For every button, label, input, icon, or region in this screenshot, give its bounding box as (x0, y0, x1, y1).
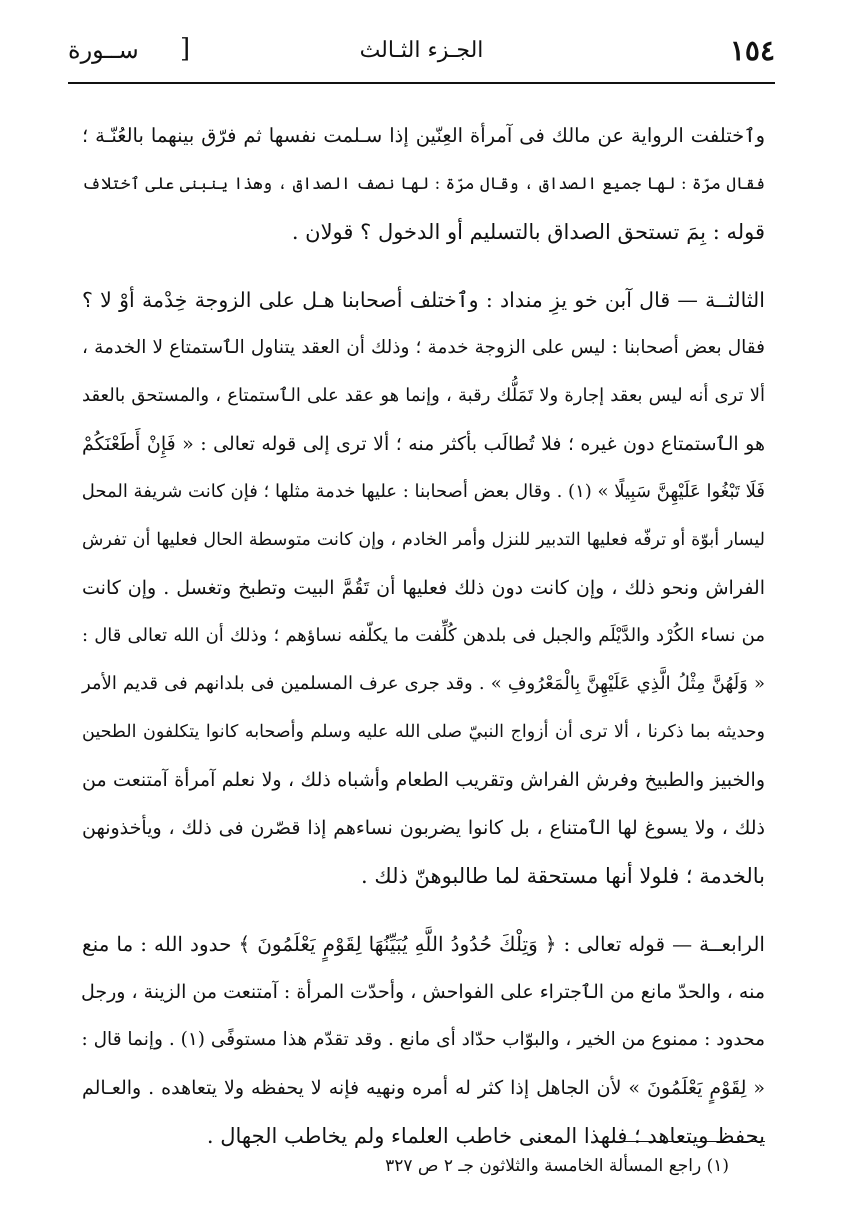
page-header (68, 30, 775, 74)
text-line: « لِقَوْمٍ يَعْلَمُونَ » لأن الجاهل إذا كثر له أمره ونهيه فإنه لا يحفظه ولا يتعاهده . والعـالم (82, 1077, 765, 1099)
text-line: وٱختلفت الرواية عن مالك فى آمرأة العِنّين إذا سـلمت نفسها ثم فرّق بينهما بالعُنّـة ؛ (82, 124, 765, 147)
text-line: فَلَا تَبْغُوا عَلَيْهِنَّ سَبِيلًا » (١) . وقال بعض أصحابنا : عليها خدمة مثلها ؛ فإن كانت شريفة المحل (81, 481, 765, 502)
text-line: منه ، والحدّ مانع من الٱجتراء على الفواحش ، وأحدّت المرأة : آمتنعت من الزينة ، ورجل (80, 981, 765, 1003)
chapter-bracket: [ (180, 34, 191, 64)
header-rule (68, 82, 775, 84)
text-line: وحديثه بما ذكرنا ، ألا ترى أن أزواج النبيّ صلى الله عليه وسلم وأصحابه كانوا يتكلفون الطحين (82, 722, 765, 742)
page-body (82, 112, 765, 1180)
chapter-label: ســورة (68, 36, 139, 64)
text-line: والخبيز والطبيخ وفرش الفراش وتقريب الطعام وأشباه ذلك ، ولا نعلم آمرأة آمتنعت من (82, 769, 765, 791)
footnote: (١) راجع المسألة الخامسة والثلاثون جـ ٢ ص ٣٢٧ (385, 1156, 729, 1176)
text-line: ليسار أبوّة أو ترفّه فعليها التدبير للنزل وأمر الخادم ، وإن كانت متوسطة الحال فعليها أن تفرش (82, 530, 765, 550)
text-line: « وَلَهُنَّ مِثْلُ الَّذِي عَلَيْهِنَّ بِالْمَعْرُوفِ » . وقد جرى عرف المسلمين فى بلدانهم فى قديم الأمر (82, 673, 765, 694)
footnote-rule (620, 1141, 765, 1142)
paragraph-3 (82, 920, 765, 1160)
text-line: يحفظ ويتعاهد ؛ فلهذا المعنى خاطب العلماء ولم يخاطب الجهال . (206, 1124, 765, 1148)
text-line: محدود : ممنوع من الخير ، والبوّاب حدّاد أى مانع . وقد تقدّم هذا مستوفًى (١) . وإنما قال : (81, 1029, 765, 1050)
text-line: ذلك ، ولا يسوغ لها الٱمتناع ، بل كانوا يضربون نساءهم إذا قصّرن فى ذلك ، ويأخذونهن (82, 817, 765, 839)
text-line: الرابعــة — قوله تعالى : ﴿ وَتِلْكَ حُدُودُ اللَّهِ يُبَيِّنُهَا لِقَوْمٍ يَعْلَمُونَ ﴾ حدود الله : ما منع (82, 932, 765, 956)
text-line: ألا ترى أنه ليس بعقد إجارة ولا تَمَلُّك رقبة ، وإنما هو عقد على الٱستمتاع ، والمستحق بالعقد (82, 385, 765, 406)
running-title: الجـزء الثـالث (359, 38, 484, 63)
page-number: ١٥٤ (729, 34, 775, 67)
text-line: بالخدمة ؛ فلولا أنها مستحقة لما طالبوهنّ ذلك . (361, 864, 765, 888)
paragraph-1 (82, 112, 765, 256)
text-line: فقال بعض أصحابنا : ليس على الزوجة خدمة ؛ وذلك أن العقد يتناول الٱستمتاع لا الخدمة ، (82, 337, 765, 358)
text-line: هو الٱستمتاع دون غيره ؛ فلا تُطالَب بأكثر منه ؛ ألا ترى إلى قوله تعالى : « فَإِنْ أَطَعْنَكُمْ (82, 433, 765, 455)
text-line: الثالثــة — قال آبن خو يزِ منداد : وٱختلف أصحابنا هـل على الزوجة خِدْمة أوْ لا ؟ (82, 288, 765, 312)
paragraph-2 (82, 276, 765, 900)
text-line: قوله : بِمَ تستحق الصداق بالتسليم أو الدخول ؟ قولان . (291, 220, 765, 244)
text-line: من نساء الكُرْد والدَّيْلَم والجبل فى بلدهن كُلِّفت ما يكلّفه نساؤهم ؛ وذلك أن الله تعالى قال : (82, 625, 765, 646)
text-line: فقال مرّة : لها جميع الصداق ، وقال مرّة : لها نصف الصداق ، وهذا ينبنى على ٱختلاف (82, 174, 765, 193)
text-line: الفراش ونحو ذلك ، وإن كانت دون ذلك فعليها أن تَقُمَّ البيت وتطبخ وتغسل . وإن كانت (82, 577, 765, 599)
